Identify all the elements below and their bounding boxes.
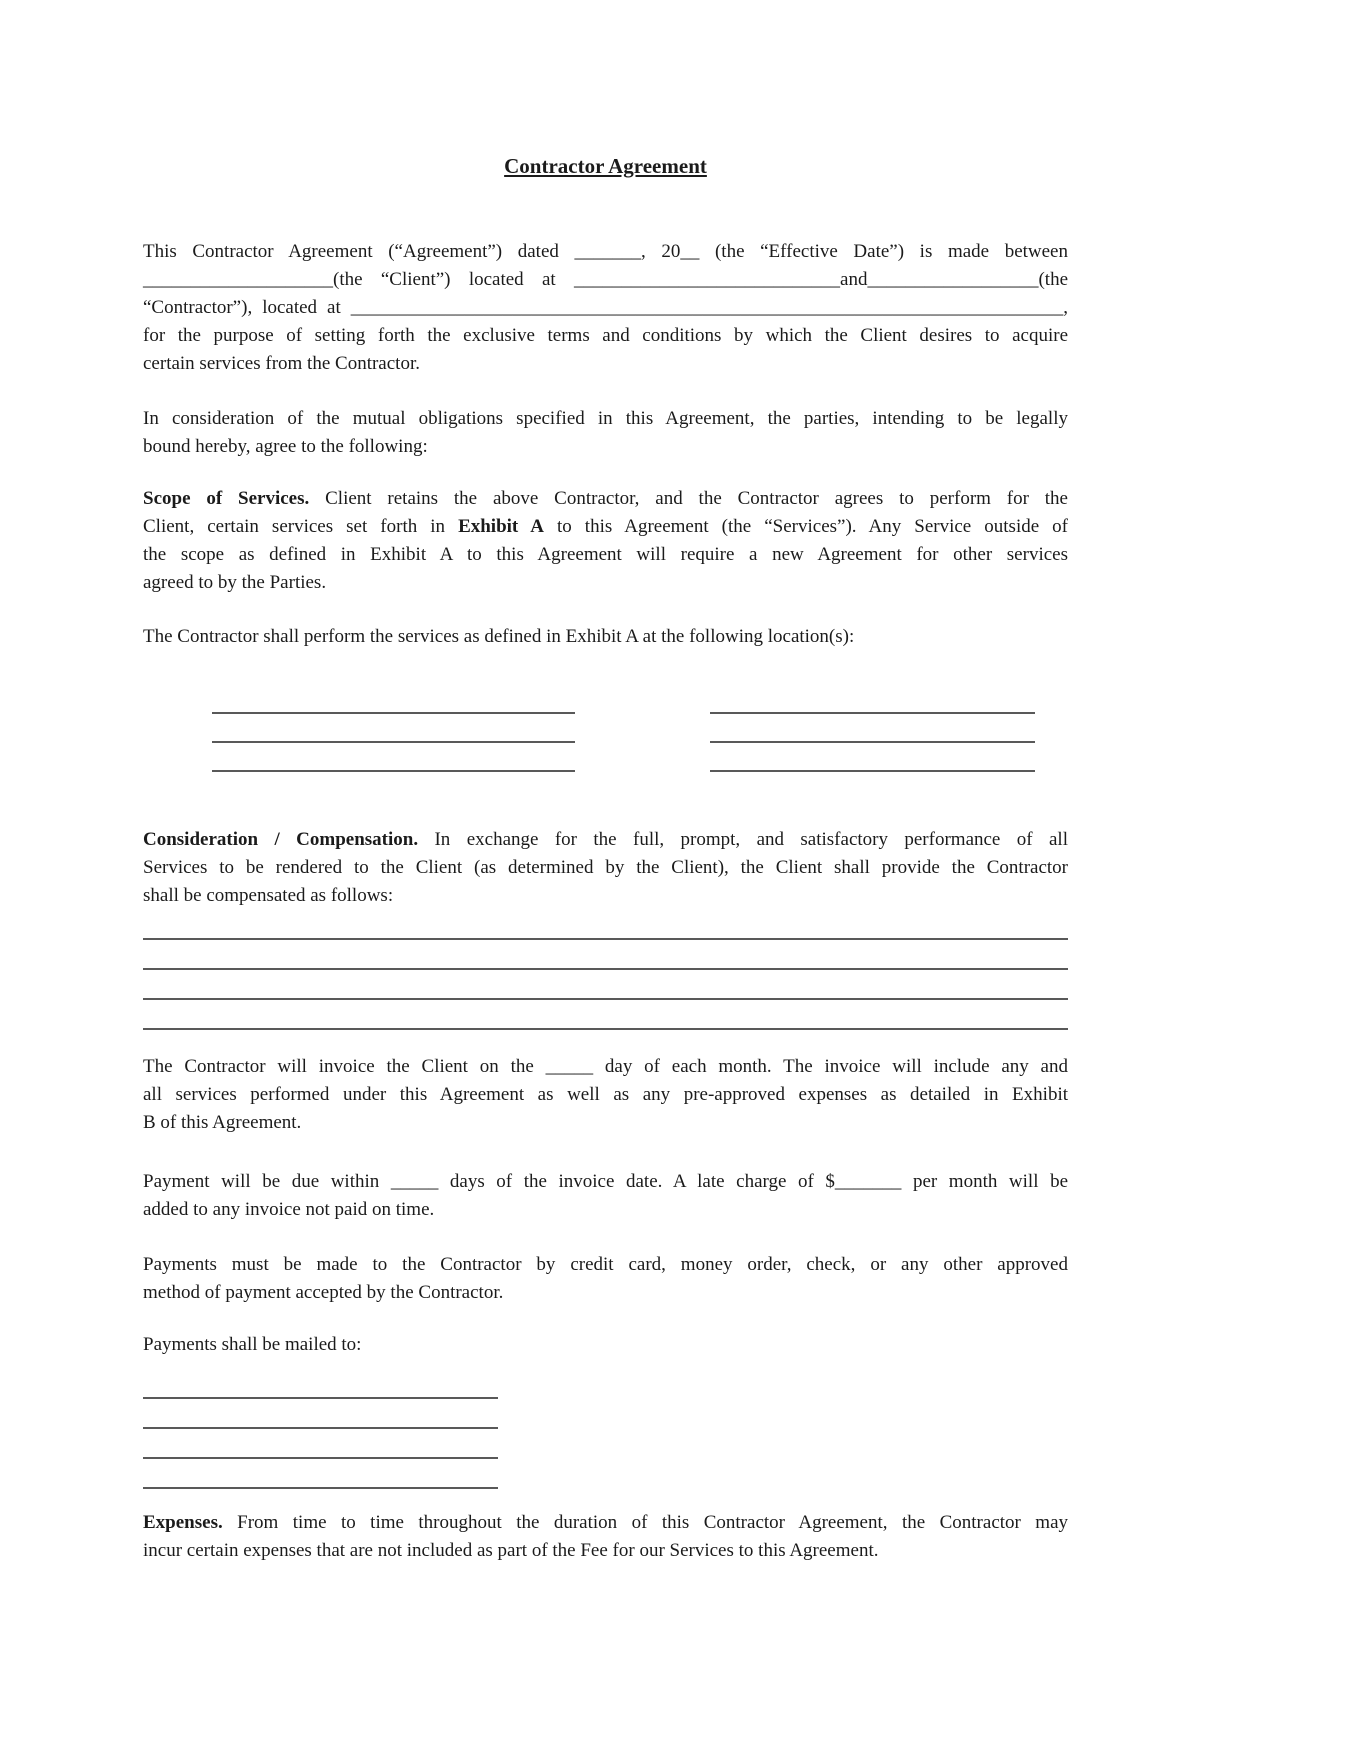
service-locations-intro — [143, 623, 1068, 651]
blank-fill-line — [143, 1399, 498, 1429]
text-line: “Contractor”), located at ___________________________________________________________________________, — [143, 297, 1068, 318]
text-line: method of payment accepted by the Contractor. — [143, 1282, 504, 1303]
text-line: certain services from the Contractor. — [143, 353, 420, 374]
blank-fill-row — [143, 743, 1068, 772]
invoice-paragraph — [143, 1053, 1068, 1137]
blank-fill-line — [212, 685, 575, 714]
blank-fill-line — [143, 1429, 498, 1459]
service-location-blanks — [143, 685, 1068, 772]
text-line: all services performed under this Agreement as well as any pre-approved expenses as detailed in Exhibit — [143, 1084, 1068, 1105]
expenses-paragraph — [143, 1509, 1068, 1565]
blank-fill-row — [143, 685, 1068, 714]
blank-fill-line — [143, 1000, 1068, 1030]
text-line: Payment will be due within _____ days of the invoice date. A late charge of $_______ per month will be — [143, 1171, 1068, 1192]
text-line: added to any invoice not paid on time. — [143, 1199, 435, 1220]
intro-paragraph — [143, 238, 1068, 378]
text-line: Services to be rendered to the Client (as determined by the Client), the Client shall provide the Contractor — [143, 857, 1068, 878]
text-line: Client, certain services set forth in Exhibit A to this Agreement (the “Services”). Any Service outside of — [143, 516, 1069, 537]
blank-fill-line — [143, 1369, 498, 1399]
text-line: ____________________(the “Client”) located at ____________________________and__________________(the — [143, 269, 1068, 290]
blank-fill-line — [710, 714, 1035, 743]
blank-fill-line — [143, 970, 1068, 1000]
blank-fill-line — [212, 714, 575, 743]
blank-fill-line — [710, 743, 1035, 772]
blank-fill-line — [143, 1459, 498, 1489]
text-line: In consideration of the mutual obligations specified in this Agreement, the parties, intending to be legally — [143, 408, 1068, 429]
text-line: Consideration / Compensation. In exchange for the full, prompt, and satisfactory performance of all — [143, 829, 1068, 850]
mutual-obligations-paragraph — [143, 405, 1068, 461]
text-line: Scope of Services. Client retains the above Contractor, and the Contractor agrees to perform for the — [143, 488, 1068, 509]
text-line: the scope as defined in Exhibit A to this Agreement will require a new Agreement for other services — [143, 544, 1068, 565]
text-line: Payments shall be mailed to: — [143, 1334, 362, 1355]
text-line: incur certain expenses that are not included as part of the Fee for our Services to this Agreement. — [143, 1540, 879, 1561]
compensation-paragraph — [143, 826, 1068, 910]
text-line: The Contractor shall perform the services as defined in Exhibit A at the following location(s): — [143, 626, 855, 647]
blank-fill-line — [710, 685, 1035, 714]
text-line: Expenses. From time to time throughout the duration of this Contractor Agreement, the Contractor may — [143, 1512, 1068, 1533]
document-body — [143, 238, 1068, 1565]
payment-terms-paragraph — [143, 1168, 1068, 1224]
mailing-address-blanks — [143, 1369, 1068, 1489]
text-line: This Contractor Agreement (“Agreement”) dated _______, 20__ (the “Effective Date”) is made between — [143, 241, 1068, 262]
text-line: bound hereby, agree to the following: — [143, 436, 428, 457]
text-line: Payments must be made to the Contractor by credit card, money order, check, or any other approved — [143, 1254, 1068, 1275]
document-title: Contractor Agreement — [504, 154, 707, 178]
mailing-address-intro — [143, 1331, 1068, 1359]
scope-of-services-paragraph — [143, 485, 1068, 597]
blank-fill-row — [143, 714, 1068, 743]
blank-fill-line — [143, 910, 1068, 940]
blank-fill-line — [143, 940, 1068, 970]
text-line: agreed to by the Parties. — [143, 572, 327, 593]
blank-fill-line — [212, 743, 575, 772]
compensation-blanks — [143, 910, 1068, 1030]
text-line: for the purpose of setting forth the exclusive terms and conditions by which the Client desires to acquire — [143, 325, 1068, 346]
payment-method-paragraph — [143, 1251, 1068, 1307]
text-line: The Contractor will invoice the Client on the _____ day of each month. The invoice will include any and — [143, 1056, 1068, 1077]
text-line: shall be compensated as follows: — [143, 885, 394, 906]
text-line: B of this Agreement. — [143, 1112, 302, 1133]
